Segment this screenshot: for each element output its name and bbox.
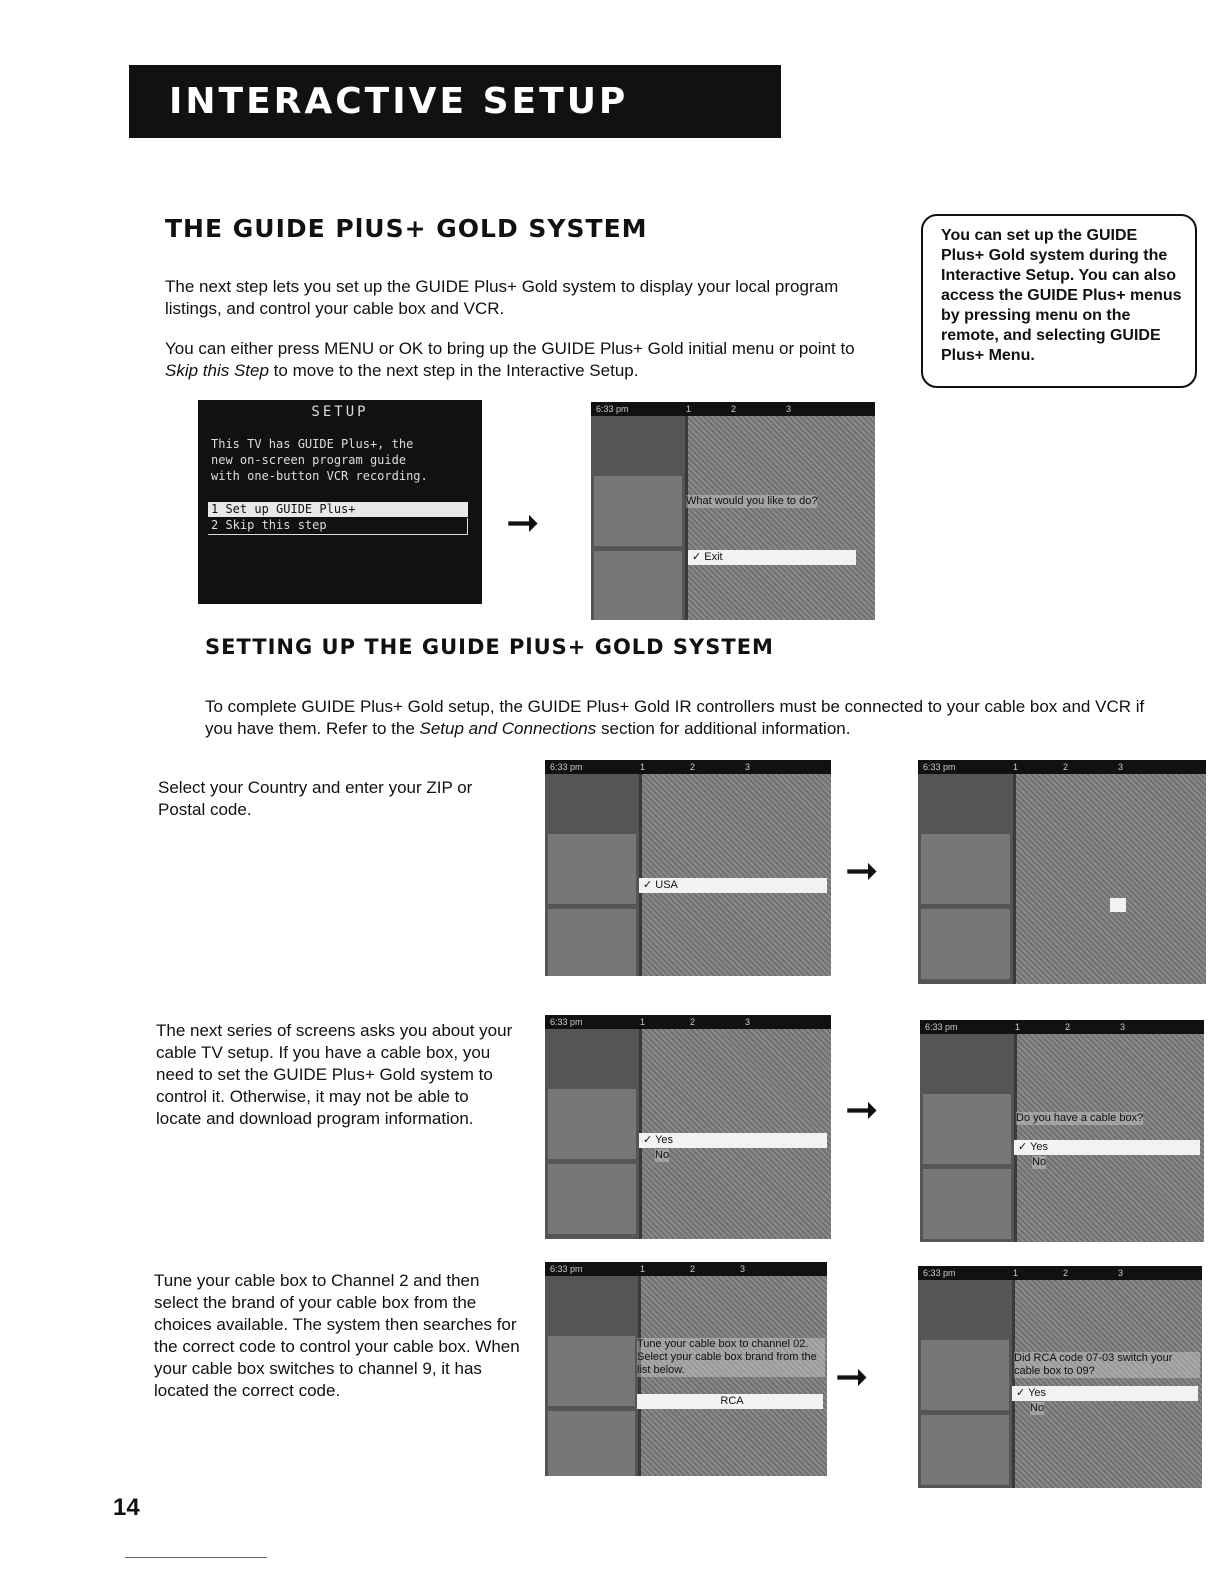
code-check-screen: 6:33 pm 1 2 3 Did RCA code 07-03 switch your cable box to 09? ✓ Yes No — [918, 1266, 1202, 1488]
step-country-text: Select your Country and enter your ZIP or Postal code. — [158, 778, 473, 819]
setup-title: SETUP — [311, 404, 369, 420]
yes-option[interactable]: ✓ Yes — [1012, 1386, 1198, 1401]
setup-paragraph: To complete GUIDE Plus+ Gold setup, the GUIDE Plus+ Gold IR controllers must be connected to your cable box and VCR if you have them. Refer to the Setup and Connections section for additional information. — [205, 697, 1145, 738]
setup-option-2[interactable]: 2 Skip this step — [208, 518, 468, 535]
instruction-paragraph: You can either press MENU or OK to bring up the GUIDE Plus+ Gold initial menu or point to Skip this Step to move to the next step in the Interactive Setup. — [165, 339, 855, 380]
cable-box-screen: 6:33 pm 1 2 3 Do you have a cable box? ✓ Yes No — [920, 1020, 1204, 1242]
exit-option[interactable]: ✓ Exit — [688, 550, 856, 565]
sidebar-note: You can set up the GUIDE Plus+ Gold system during the Interactive Setup. You can also access the GUIDE Plus+ menus by pressing menu on the remote, and selecting GUIDE Plus+ Menu. — [921, 214, 1197, 388]
zip-entry-field[interactable] — [1110, 898, 1126, 912]
setup-option-1[interactable]: 1 Set up GUIDE Plus+ — [208, 502, 468, 517]
step-cable-text: The next series of screens asks you about your cable TV setup. If you have a cable box, you need to set the GUIDE Plus+ Gold system to control it. Otherwise, it may not be able to locate and download program information. — [156, 1021, 513, 1128]
yes-option[interactable]: ✓ Yes — [1014, 1140, 1200, 1155]
guide-screen: 6:33 pm 1 2 3 What would you like to do? ✓ Exit — [591, 402, 875, 620]
brand-option[interactable]: RCA — [637, 1394, 823, 1409]
setup-description: This TV has GUIDE Plus+, the new on-screen program guide with one-button VCR recording. — [211, 437, 428, 483]
setup-screen — [198, 400, 482, 604]
subsection-heading: SETTING UP THE GUIDE PlUS+ GOLD SYSTEM — [205, 635, 774, 659]
page-number: 14 — [113, 1494, 140, 1521]
intro-paragraph: The next step lets you set up the GUIDE Plus+ Gold system to display your local program listings, and control your cable box and VCR. — [165, 277, 839, 318]
usa-option[interactable]: ✓ USA — [639, 878, 827, 893]
section-banner: INTERACTIVE SETUP — [129, 65, 781, 138]
step-brand-text: Tune your cable box to Channel 2 and then select the brand of your cable box from the choices available. The system then searches for the correct code to control your cable box. When your cable box switches to channel 9, it has located the correct code. — [154, 1271, 520, 1400]
country-screen: 6:33 pm 1 2 3 ✓ USA — [545, 760, 831, 976]
yes-option[interactable]: ✓ Yes — [639, 1133, 827, 1148]
arrow-icon: ➞ — [835, 1355, 869, 1399]
arrow-icon: ➞ — [506, 501, 540, 545]
no-option[interactable]: No — [1030, 1402, 1045, 1414]
brand-screen: 6:33 pm 1 2 3 Tune your cable box to channel 02. Select your cable box brand from the list below. RCA — [545, 1262, 827, 1476]
no-option[interactable]: No — [655, 1149, 670, 1161]
arrow-icon: ➞ — [845, 849, 879, 893]
zip-screen: 6:33 pm 1 2 3 — [918, 760, 1206, 984]
no-option[interactable]: No — [1032, 1156, 1047, 1168]
cable-screen: 6:33 pm 1 2 3 ✓ Yes No — [545, 1015, 831, 1239]
footer-rule — [125, 1557, 267, 1558]
section-heading: THE GUIDE PlUS+ GOLD SYSTEM — [165, 214, 648, 243]
arrow-icon: ➞ — [845, 1088, 879, 1132]
